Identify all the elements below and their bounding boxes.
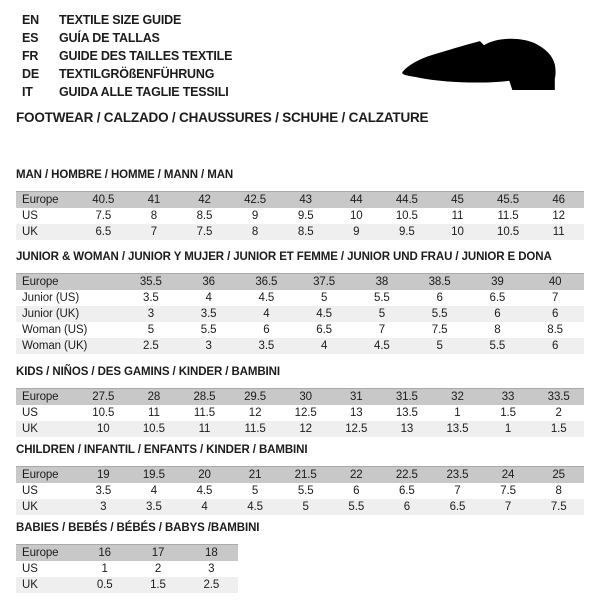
size-cell: 8 bbox=[150, 210, 158, 222]
size-cell: 6 bbox=[382, 499, 433, 515]
row-label: US bbox=[22, 210, 38, 222]
size-cell: 7 bbox=[454, 485, 461, 497]
size-cell: 6 bbox=[469, 306, 527, 322]
size-cell: 8.5 bbox=[280, 224, 331, 240]
language-label: GUIDA ALLE TAGLIE TESSILI bbox=[59, 85, 229, 99]
size-cell: 8.5 bbox=[547, 324, 563, 336]
size-cell: 1 bbox=[101, 563, 108, 575]
size-cell: 7.5 bbox=[95, 210, 112, 222]
size-cell: 28.5 bbox=[179, 389, 230, 406]
table-row bbox=[16, 338, 584, 354]
section-title: CHILDREN / INFANTIL / ENFANTS / KINDER / BAMBINI bbox=[16, 444, 308, 456]
table-row bbox=[16, 421, 584, 437]
size-cell: 12 bbox=[552, 210, 565, 222]
size-cell: 5.5 bbox=[200, 324, 217, 336]
category-heading: FOOTWEAR / CALZADO / CHAUSSURES / SCHUHE / CALZATURE bbox=[16, 110, 429, 125]
shoe-icon bbox=[399, 32, 571, 93]
size-cell: 21.5 bbox=[280, 467, 331, 484]
size-cell: 7 bbox=[483, 499, 534, 515]
size-table bbox=[16, 388, 584, 437]
size-cell: 22.5 bbox=[382, 467, 433, 484]
size-cell: 27.5 bbox=[78, 389, 129, 406]
size-cell: 1 bbox=[483, 421, 534, 437]
size-cell: 6 bbox=[526, 338, 584, 354]
size-cell: 10 bbox=[78, 421, 129, 437]
size-cell: 8 bbox=[555, 485, 562, 497]
size-cell: 7.5 bbox=[431, 324, 448, 336]
size-cell: 3 bbox=[78, 499, 129, 515]
size-cell: 11.5 bbox=[230, 421, 281, 437]
size-cell: 44 bbox=[331, 192, 382, 209]
size-cell: 42.5 bbox=[230, 192, 281, 209]
size-cell: 11 bbox=[533, 224, 584, 240]
language-code: IT bbox=[22, 85, 33, 99]
table-row bbox=[16, 192, 584, 209]
size-cell: 13 bbox=[349, 407, 363, 419]
size-cell: 5.5 bbox=[297, 485, 314, 497]
size-cell: 19 bbox=[78, 467, 129, 484]
size-cell: 6 bbox=[263, 324, 270, 336]
size-cell: 5 bbox=[411, 338, 469, 354]
table-row bbox=[16, 389, 584, 406]
row-label: Europe bbox=[16, 389, 78, 406]
size-cell: 32 bbox=[432, 389, 483, 406]
language-label: TEXTILGRÖßENFÜHRUNG bbox=[59, 67, 215, 81]
size-cell: 10.5 bbox=[92, 407, 115, 419]
size-cell: 11 bbox=[451, 210, 464, 222]
size-cell: 13 bbox=[382, 421, 433, 437]
size-cell: 7 bbox=[129, 224, 180, 240]
size-cell: 20 bbox=[179, 467, 230, 484]
size-cell: 2 bbox=[154, 563, 162, 575]
size-cell: 10 bbox=[432, 224, 483, 240]
size-cell: 1.5 bbox=[500, 407, 516, 419]
size-cell: 18 bbox=[185, 545, 238, 562]
size-cell: 33.5 bbox=[533, 389, 584, 406]
size-cell: 21 bbox=[230, 467, 281, 484]
size-cell: 17 bbox=[131, 545, 184, 562]
section-title: KIDS / NIÑOS / DES GAMINS / KINDER / BAMBINI bbox=[16, 366, 280, 378]
size-cell: 10 bbox=[349, 210, 363, 222]
size-cell: 24 bbox=[483, 467, 534, 484]
size-cell: 11 bbox=[179, 421, 230, 437]
size-cell: 3.5 bbox=[95, 485, 112, 497]
language-row bbox=[22, 65, 232, 83]
size-table-section bbox=[16, 168, 584, 240]
language-label: GUIDE DES TAILLES TEXTILE bbox=[59, 49, 233, 63]
row-label: UK bbox=[16, 421, 78, 437]
size-cell: 36.5 bbox=[238, 274, 296, 291]
table-row bbox=[16, 405, 584, 421]
size-cell: 7.5 bbox=[179, 224, 230, 240]
size-cell: 5.5 bbox=[411, 306, 469, 322]
size-cell: 11.5 bbox=[193, 407, 216, 419]
size-table-section bbox=[16, 521, 259, 593]
row-label: US bbox=[22, 485, 38, 497]
size-cell: 9 bbox=[251, 210, 259, 222]
row-label: Europe bbox=[16, 545, 78, 562]
size-cell: 13.5 bbox=[432, 421, 483, 437]
size-cell: 8 bbox=[230, 224, 281, 240]
size-cell: 29.5 bbox=[230, 389, 281, 406]
size-cell: 44.5 bbox=[382, 192, 433, 209]
size-cell: 9.5 bbox=[297, 210, 314, 222]
size-cell: 6.5 bbox=[399, 485, 415, 497]
size-cell: 12.5 bbox=[331, 421, 382, 437]
size-cell: 11 bbox=[148, 407, 160, 419]
row-label: Europe bbox=[16, 192, 78, 209]
size-cell: 3 bbox=[208, 563, 215, 575]
size-cell: 43 bbox=[280, 192, 331, 209]
row-label: Europe bbox=[16, 274, 122, 291]
size-cell: 5 bbox=[353, 306, 411, 322]
size-cell: 6.5 bbox=[78, 224, 129, 240]
language-row bbox=[22, 29, 232, 47]
size-cell: 3.5 bbox=[129, 499, 180, 515]
size-cell: 7.5 bbox=[500, 485, 516, 497]
size-cell: 31 bbox=[331, 389, 382, 406]
language-label: GUÍA DE TALLAS bbox=[59, 31, 160, 45]
size-table bbox=[16, 273, 584, 354]
size-cell: 46 bbox=[533, 192, 584, 209]
size-cell: 10.5 bbox=[129, 421, 180, 437]
size-cell: 3.5 bbox=[180, 306, 238, 322]
language-code: ES bbox=[22, 31, 39, 45]
size-cell: 28 bbox=[129, 389, 180, 406]
row-label: UK bbox=[16, 224, 78, 240]
size-cell: 1 bbox=[454, 407, 461, 419]
language-code: FR bbox=[22, 49, 39, 63]
size-cell: 8 bbox=[494, 324, 501, 336]
size-cell: 4 bbox=[150, 485, 158, 497]
size-cell: 38.5 bbox=[411, 274, 469, 291]
size-cell: 4.5 bbox=[295, 306, 353, 322]
size-cell: 42 bbox=[179, 192, 230, 209]
table-row bbox=[16, 499, 584, 515]
size-cell: 5 bbox=[280, 499, 331, 515]
row-label: Europe bbox=[16, 467, 78, 484]
size-cell: 12 bbox=[280, 421, 331, 437]
size-cell: 6 bbox=[353, 485, 360, 497]
size-cell: 45 bbox=[432, 192, 483, 209]
size-cell: 16 bbox=[78, 545, 131, 562]
language-row bbox=[22, 11, 232, 29]
size-cell: 2.5 bbox=[185, 577, 238, 593]
size-cell: 3.5 bbox=[238, 338, 296, 354]
row-label: Junior (UK) bbox=[16, 306, 122, 322]
row-label: Woman (US) bbox=[22, 324, 88, 336]
size-cell: 0.5 bbox=[78, 577, 131, 593]
language-code: DE bbox=[22, 67, 39, 81]
size-cell: 5.5 bbox=[374, 292, 390, 304]
table-row bbox=[16, 483, 584, 499]
size-cell: 4.5 bbox=[353, 338, 411, 354]
size-cell: 38 bbox=[353, 274, 411, 291]
size-cell: 1.5 bbox=[533, 421, 584, 437]
size-cell: 1.5 bbox=[131, 577, 184, 593]
row-label: US bbox=[22, 407, 38, 419]
size-cell: 7 bbox=[551, 292, 559, 304]
size-cell: 25 bbox=[533, 467, 584, 484]
size-cell: 9.5 bbox=[382, 224, 433, 240]
size-cell: 41 bbox=[129, 192, 180, 209]
size-cell: 5 bbox=[251, 485, 259, 497]
size-cell: 6.5 bbox=[489, 292, 506, 304]
size-table-section bbox=[16, 365, 584, 437]
size-cell: 2.5 bbox=[122, 338, 180, 354]
size-cell: 12 bbox=[248, 407, 262, 419]
size-cell: 35.5 bbox=[122, 274, 180, 291]
language-code: EN bbox=[22, 13, 39, 27]
size-cell: 40 bbox=[526, 274, 584, 291]
row-label: Woman (UK) bbox=[16, 338, 122, 354]
size-cell: 2 bbox=[555, 407, 562, 419]
size-cell: 9 bbox=[331, 224, 382, 240]
table-row bbox=[16, 545, 238, 562]
size-cell: 10.5 bbox=[483, 224, 534, 240]
size-cell: 37.5 bbox=[295, 274, 353, 291]
size-cell: 4 bbox=[205, 292, 212, 304]
size-table-section bbox=[16, 443, 584, 515]
size-cell: 30 bbox=[280, 389, 331, 406]
size-cell: 3 bbox=[180, 338, 238, 354]
section-title: BABIES / BEBÉS / BÉBÉS / BABYS /BAMBINI bbox=[16, 522, 260, 534]
size-cell: 23.5 bbox=[432, 467, 483, 484]
size-cell: 6.5 bbox=[432, 499, 483, 515]
row-label: US bbox=[22, 563, 38, 575]
size-cell: 3.5 bbox=[143, 292, 159, 304]
size-cell: 8.5 bbox=[196, 210, 213, 222]
language-list bbox=[22, 11, 232, 101]
size-cell: 4.5 bbox=[258, 292, 275, 304]
size-cell: 5 bbox=[147, 324, 155, 336]
size-table-section bbox=[16, 250, 584, 354]
size-cell: 31.5 bbox=[382, 389, 433, 406]
size-cell: 22 bbox=[331, 467, 382, 484]
size-cell: 7.5 bbox=[533, 499, 584, 515]
language-row bbox=[22, 83, 232, 101]
size-cell: 4 bbox=[295, 338, 353, 354]
table-row bbox=[16, 561, 238, 577]
size-cell: 7 bbox=[378, 324, 386, 336]
size-cell: 13.5 bbox=[395, 407, 418, 419]
table-row bbox=[16, 306, 584, 322]
size-cell: 36 bbox=[180, 274, 238, 291]
row-label: Junior (US) bbox=[22, 292, 80, 304]
size-cell: 4 bbox=[179, 499, 230, 515]
size-cell: 10.5 bbox=[395, 210, 418, 222]
size-cell: 33 bbox=[483, 389, 534, 406]
size-cell: 4.5 bbox=[196, 485, 213, 497]
size-cell: 4 bbox=[238, 306, 296, 322]
table-row bbox=[16, 322, 584, 338]
size-cell: 40.5 bbox=[78, 192, 129, 209]
size-cell: 5.5 bbox=[469, 338, 527, 354]
table-row bbox=[16, 274, 584, 291]
table-row bbox=[16, 224, 584, 240]
language-label: TEXTILE SIZE GUIDE bbox=[59, 13, 182, 27]
section-title: JUNIOR & WOMAN / JUNIOR Y MUJER / JUNIOR ET FEMME / JUNIOR UND FRAU / JUNIOR E DONA bbox=[16, 251, 552, 263]
size-cell: 6 bbox=[526, 306, 584, 322]
size-cell: 39 bbox=[469, 274, 527, 291]
size-cell: 6 bbox=[436, 292, 443, 304]
table-row bbox=[16, 290, 584, 306]
language-row bbox=[22, 47, 232, 65]
size-cell: 5.5 bbox=[331, 499, 382, 515]
size-table bbox=[16, 544, 238, 593]
size-table bbox=[16, 466, 584, 515]
size-cell: 6.5 bbox=[316, 324, 332, 336]
size-cell: 11.5 bbox=[497, 210, 519, 222]
table-row bbox=[16, 577, 238, 593]
row-label: UK bbox=[16, 499, 78, 515]
size-cell: 19.5 bbox=[129, 467, 180, 484]
size-cell: 12.5 bbox=[294, 407, 317, 419]
size-cell: 45.5 bbox=[483, 192, 534, 209]
section-title: MAN / HOMBRE / HOMME / MANN / MAN bbox=[16, 169, 234, 181]
size-cell: 3 bbox=[122, 306, 180, 322]
table-row bbox=[16, 208, 584, 224]
size-cell: 4.5 bbox=[230, 499, 281, 515]
row-label: UK bbox=[16, 577, 78, 593]
size-table bbox=[16, 191, 584, 240]
size-cell: 5 bbox=[320, 292, 328, 304]
table-row bbox=[16, 467, 584, 484]
